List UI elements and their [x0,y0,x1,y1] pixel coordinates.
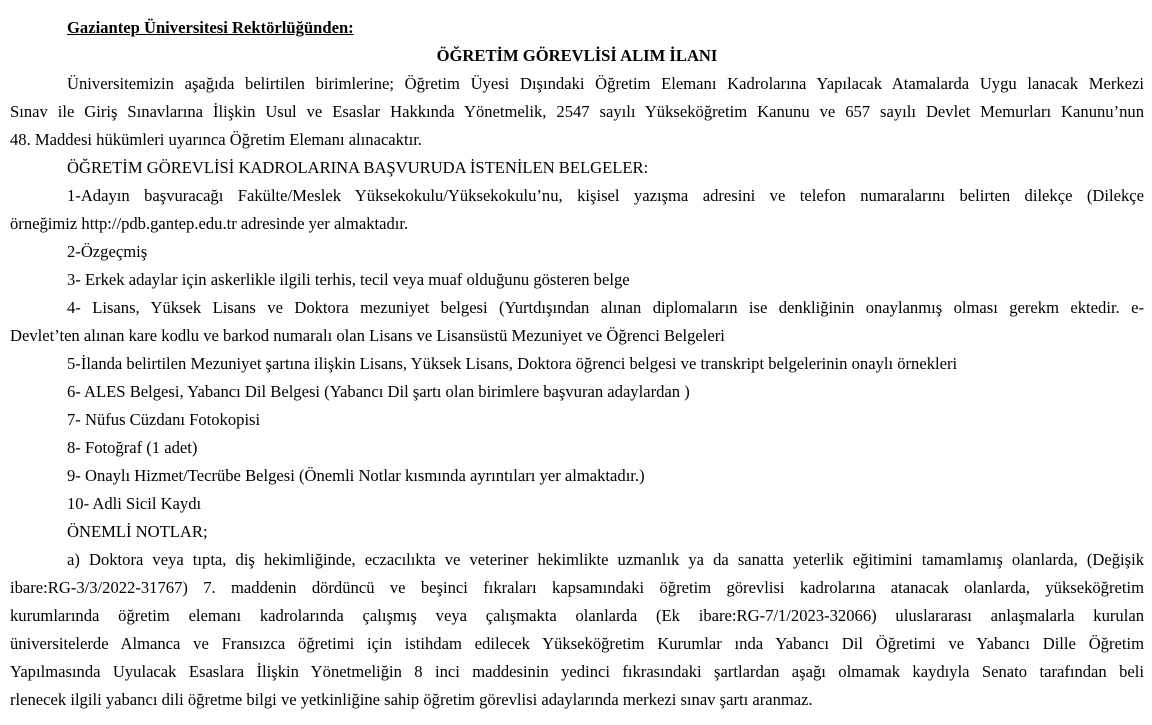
intro-line-2: Sınav ile Giriş Sınavlarına İlişkin Usul ve Esaslar Hakkında Yönetmelik, 2547 sayılı Yükseköğretim Kanunu ve 657 sayılı Devlet Memurları Kanunu’nun [10,102,1144,121]
note-a-line-6: rlenecek ilgili yabancı dili öğretme bilgi ve yetkinliğine sahip öğretim görevlisi adaylarında merkezi sınav şartı aranmaz. [10,690,813,709]
intro-line-1: Üniversitemizin aşağıda belirtilen birimlerine; Öğretim Üyesi Dışındaki Öğretim Elemanı Kadrolarına Yapılacak Atamalarda Uygu lanacak Merkezi [67,74,1144,93]
notes-heading: ÖNEMLİ NOTLAR; [67,522,208,541]
note-a-line-5: Yapılmasında Uyulacak Esaslara İlişkin Yönetmeliğin 8 inci maddesinin yedinci fıkrasındaki şartlardan aşağı olmamak kaydıyla Senato tarafından beli [10,662,1144,681]
item-7: 7- Nüfus Cüzdanı Fotokopisi [67,410,261,429]
item-4-line-1: 4- Lisans, Yüksek Lisans ve Doktora mezuniyet belgesi (Yurtdışından alınan diplomaların ise denkliğinin onaylanmış olması gerekm ektedir. e- [67,298,1144,317]
item-4-line-2: Devlet’ten alınan kare kodlu ve barkod numaralı olan Lisans ve Lisansüstü Mezuniyet ve Öğrenci Belgeleri [10,326,725,345]
item-1-line-1: 1-Adayın başvuracağı Fakülte/Meslek Yüksekokulu/Yüksekokulu’nu, kişisel yazışma adresini ve telefon numaralarını belirten dilekçe (Dilekçe [67,186,1144,205]
intro-line-3: 48. Maddesi hükümleri uyarınca Öğretim Elemanı alınacaktır. [10,130,422,149]
item-9: 9- Onaylı Hizmet/Tecrübe Belgesi (Önemli Notlar kısmında ayrıntıları yer almaktadır.) [67,466,645,485]
item-10: 10- Adli Sicil Kaydı [67,494,202,513]
announcement-title: ÖĞRETİM GÖREVLİSİ ALIM İLANI [436,46,718,65]
item-1-line-2: örneğimiz http://pdb.gantep.edu.tr adresinde yer almaktadır. [10,214,409,233]
documents-heading: ÖĞRETİM GÖREVLİSİ KADROLARINA BAŞVURUDA İSTENİLEN BELGELER: [67,158,649,177]
item-6: 6- ALES Belgesi, Yabancı Dil Belgesi (Yabancı Dil şartı olan birimlere başvuran adaylardan ) [67,382,690,401]
item-2: 2-Özgeçmiş [67,242,148,261]
note-a-line-4: üniversitelerde Almanca ve Fransızca öğretimi için istihdam edilecek Yükseköğretim Kurumlar ında Yabancı Dil Öğretimi ve Yabancı Dille Öğretim [10,634,1144,653]
item-3: 3- Erkek adaylar için askerlikle ilgili terhis, tecil veya muaf olduğunu gösteren belge [67,270,630,289]
authority-heading: Gaziantep Üniversitesi Rektörlüğünden: [67,18,354,37]
note-a-line-2: ibare:RG-3/3/2022-31767) 7. maddenin dördüncü ve beşinci fıkraları kapsamındaki öğretim görevlisi kadrolarına atanacak olanlarda, yükseköğretim [10,578,1144,597]
note-a-line-3: kurumlarında öğretim elemanı kadrolarında çalışmış veya çalışmakta olanlarda (Ek ibare:RG-7/1/2023-32066) uluslararası anlaşmalarla kurulan [10,606,1144,625]
note-a-line-1: a) Doktora veya tıpta, diş hekimliğinde, eczacılıkta ve veteriner hekimlikte uzmanlık ya da sanatta yeterlik eğitimini tamamlamış olanlarda, (Değişik [67,550,1144,569]
item-8: 8- Fotoğraf (1 adet) [67,438,198,457]
item-5: 5-İlanda belirtilen Mezuniyet şartına ilişkin Lisans, Yüksek Lisans, Doktora öğrenci belgesi ve transkript belgelerinin onaylı örnekleri [67,354,958,373]
